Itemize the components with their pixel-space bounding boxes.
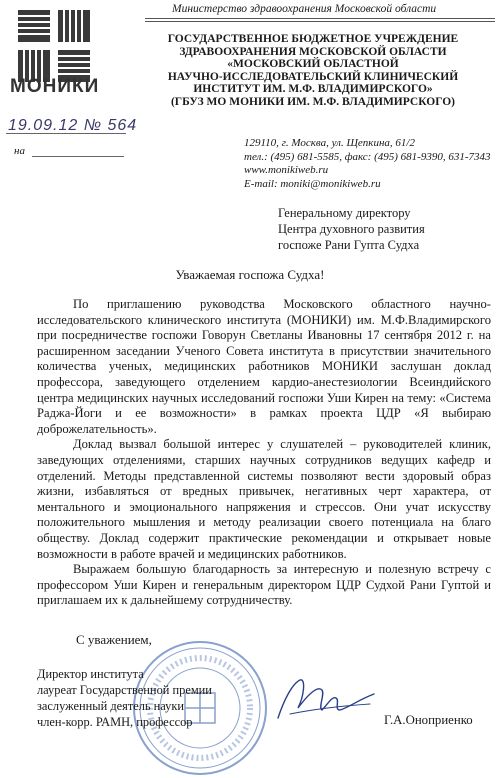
body-paragraph: По приглашению руководства Московского областного научно-исследовательского клинического института (МОНИКИ) им. М.Ф.Владимирского при посредничестве госпожи Говорун Светланы Ивановны 17 сентября 2012 г. на расширенном заседании Ученого Совета института в присутствии значительного количества ученых, медицинских работников МОНИКИ заслушан доклад профессора, заведующего отделением кардио-анестезиологии Всеиндийского центра медицинских научных исследований госпожи Уши Кирен на тему: «Система Раджа-Йоги и ее возможности» в рамках проекта ЦДР «Я выбираю доброжелательность». [37,297,491,436]
header-divider-bottom [145,21,495,22]
institution-line: «МОСКОВСКИЙ ОБЛАСТНОЙ [227,58,399,70]
addressee-line: Генеральному директору [278,206,411,220]
logo-wordmark: МОНИКИ [10,76,100,97]
moniki-logo-icon [16,8,92,84]
header-divider-top [145,18,495,19]
registration-underline [6,133,126,134]
institution-line: ИНСТИТУТ ИМ. М.Ф. ВЛАДИМИРСКОГО» [193,83,433,95]
institution-line: ЗДРАВООХРАНЕНИЯ МОСКОВСКОЙ ОБЛАСТИ [179,45,447,58]
closing-phrase: С уважением, [76,632,152,647]
institution-name [128,33,498,108]
website: www.monikiweb.ru [244,164,329,176]
phone-fax: тел.: (495) 681-5585, факс: (495) 681-9390, 631-7343 [244,150,491,163]
letter-body [37,297,491,609]
signatory-line: член-корр. РАМН, профессор [37,715,193,729]
handwritten-signature-icon [270,670,380,730]
signatory-line: Директор института [37,667,144,681]
addressee-line: Центра духовного развития [278,222,425,236]
contact-block [244,137,491,191]
reference-label: на [14,145,25,157]
addressee-block [278,205,425,253]
body-paragraph: Выражаем большую благодарность за интересную и полезную встречу с профессором Уши Кирен и генеральным директором ЦДР Судхой Рани Гуптой и приглашаем их к дальнейшему сотрудничеству. [37,562,491,608]
email: E-mail: moniki@monikiweb.ru [244,177,381,190]
signatory-line: заслуженный деятель науки [37,699,185,713]
institution-line: ГОСУДАРСТВЕННОЕ БЮДЖЕТНОЕ УЧРЕЖДЕНИЕ [167,33,459,45]
signer-name: Г.А.Оноприенко [384,713,473,727]
addressee-line: госпоже Рани Гупта Судха [278,238,420,252]
signatory-line: лауреат Государственной премии [37,683,212,697]
signatory-titles [37,666,212,730]
reference-underline [32,156,124,157]
institution-line: (ГБУЗ МО МОНИКИ ИМ. М.Ф. ВЛАДИМИРСКОГО) [170,95,456,108]
registration-number: 19.09.12 № 564 [8,117,138,134]
ministry-name: Министерство здравоохранения Московской области [172,3,437,15]
address: 129110, г. Москва, ул. Щепкина, 61/2 [244,137,415,149]
salutation: Уважаемая госпожа Судха! [175,267,325,282]
institution-line: НАУЧНО-ИССЛЕДОВАТЕЛЬСКИЙ КЛИНИЧЕСКИЙ [167,70,459,83]
body-paragraph: Доклад вызвал большой интерес у слушателей – руководителей клиник, заведующих отделениями, старших научных сотрудников ведущих кафедр и отделений. Методы представленной системы позволяют вести здоровый образ жизни, избавляться от вредных привычек, негативных черт характера, от ментального и эмоционального напряжения и стрессов. Они учат искусству положительного мышления и методу реализации своего потенциала на благо обществу. Доклад содержит практические рекомендации и открывает новые возможности в работе врачей и медицинских работников. [37,437,491,561]
